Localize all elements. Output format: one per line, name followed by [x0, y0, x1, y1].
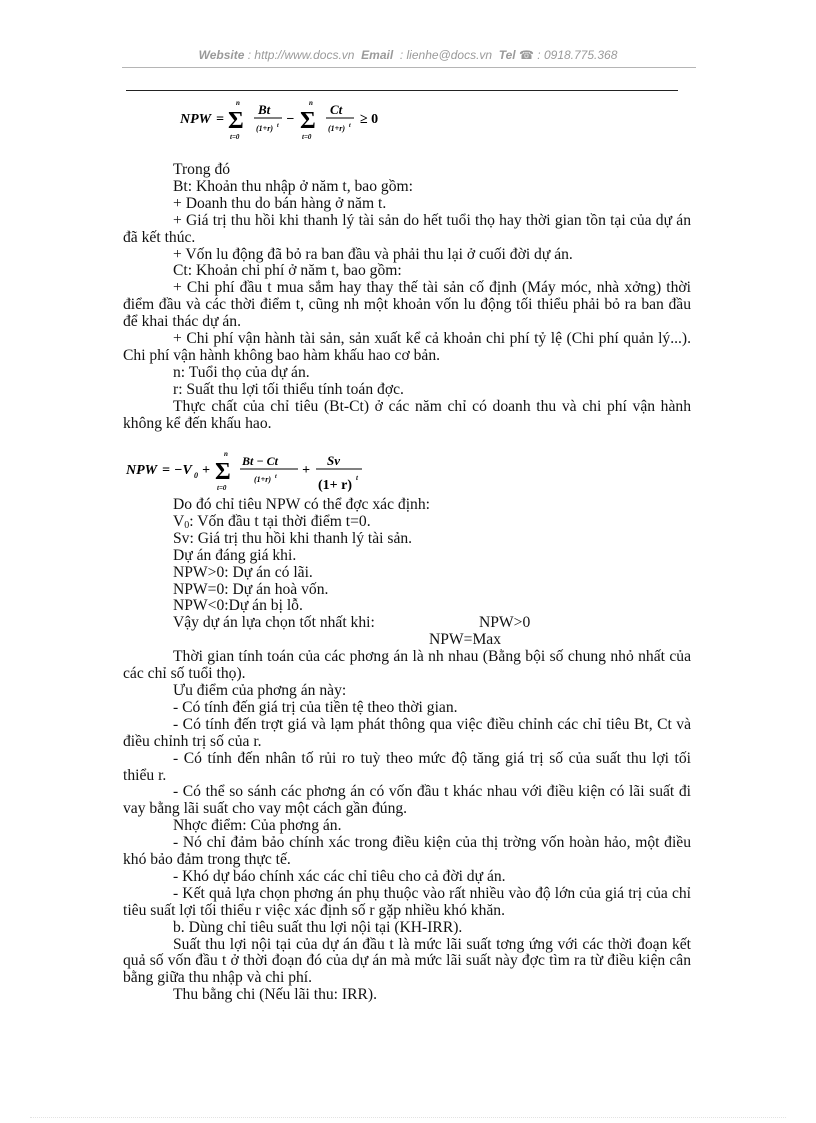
para: Ưu điểm của phơng án này:: [173, 681, 347, 699]
para: - Khó dự báo chính xác các chỉ tiêu cho cả đời dự án.: [173, 867, 506, 885]
f2-v0: −V: [174, 463, 192, 478]
para: b. Dùng chỉ tiêu suất thu lợi nội tại (KH-IRR).: [173, 918, 463, 936]
svg-text:=: =: [216, 112, 224, 127]
f1-sum2-bottom: t=0: [302, 133, 312, 141]
header-divider: [122, 67, 696, 68]
tel-value: : 0918.775.368: [537, 48, 618, 62]
content-divider: [126, 90, 678, 91]
para: - Có tính đến trợt giá và lạm phát thông qua việc điều chỉnh các chỉ tiêu Bt, Ct và điều chỉnh trị số của r.: [123, 715, 691, 750]
f1-num2: Ct: [330, 102, 343, 117]
f2-sv-den: (1+ r): [318, 478, 353, 493]
page-bottom-border: [30, 1117, 786, 1118]
f1-den2-exp: t: [349, 123, 351, 129]
para: n: Tuổi thọ của dự án.: [173, 363, 310, 381]
npw-formula-1: [176, 96, 406, 142]
para: NPW<0:Dự án bị lỗ.: [173, 597, 303, 615]
sigma-symbol-3: Σ: [215, 459, 231, 485]
para: [123, 615, 691, 632]
svg-text:+: +: [302, 463, 310, 478]
npw-formula-2: [122, 446, 382, 498]
tel-label: Tel: [498, 48, 516, 62]
f2-den: (1+r): [254, 475, 271, 484]
svg-text:−: −: [286, 112, 295, 127]
f2-num: Bt − Ct: [242, 454, 278, 468]
svg-text:+: +: [202, 463, 210, 478]
f1-sum1-top: n: [236, 99, 240, 107]
f1-den2: (1+r): [328, 124, 345, 133]
para: Trong đó: [173, 161, 231, 178]
phone-icon: ☎: [519, 48, 534, 62]
sigma-symbol-1: Σ: [228, 108, 244, 134]
sigma-symbol-2: Σ: [300, 108, 316, 134]
f2-den-exp: t: [275, 474, 277, 480]
f1-den1-exp: t: [277, 123, 279, 129]
f1-num1: Bt: [258, 102, 271, 117]
f1-sum1-bottom: t=0: [230, 133, 240, 141]
f2-sv-num: Sv: [327, 453, 340, 468]
page-header: [120, 48, 696, 62]
para: r: Suất thu lợi tối thiểu tính toán đợc.: [173, 380, 404, 398]
para: NPW=0: Dự án hoà vốn.: [173, 580, 329, 598]
para: Thu bằng chi (Nếu lãi thu: IRR).: [173, 986, 377, 1004]
website-label: Website: [198, 48, 245, 62]
para: Suất thu lợi nội tại của dự án đầu t là mức lãi suất tơng ứng với các thời đoạn kết quả số vốn đầu t ở thời đoạn đó của dự án mà mức lãi suất này đợc tìm ra từ điều kiện cân bằng giữa thu nhập và chi phí.: [123, 935, 691, 987]
f2-v0-sub: 0: [194, 471, 198, 480]
para: Dự án đáng giá khi.: [173, 546, 297, 564]
best-choice-cond2: NPW=Max: [429, 631, 502, 649]
para: - Có thể so sánh các phơng án có vốn đầu t khác nhau với điều kiện có lãi suất đi vay bằng lãi suất cho vay một cách gần đúng.: [123, 783, 691, 818]
para: Nhợc điểm: Của phơng án.: [173, 817, 342, 835]
f2-sv-exp: t: [356, 474, 358, 482]
para: [123, 632, 691, 649]
para: NPW>0: Dự án có lãi.: [173, 563, 313, 581]
f1-sum2-top: n: [309, 99, 313, 107]
f1-rhs: ≥ 0: [360, 112, 379, 127]
f2-sum-bottom: t=0: [217, 484, 227, 492]
f2-lhs: NPW: [126, 463, 158, 478]
para: Sv: Giá trị thu hồi khi thanh lý tài sản.: [173, 529, 413, 547]
para: [123, 514, 691, 531]
f1-den1: (1+r): [256, 124, 273, 133]
para: Bt: Khoản thu nhập ở năm t, bao gồm:: [173, 177, 413, 195]
email-label: Email: [361, 48, 394, 62]
body-block-1: [123, 162, 691, 433]
para: - Có tính đến giá trị của tiền tệ theo thời gian.: [173, 698, 458, 716]
para: - Có tính đến nhân tố rủi ro tuỳ theo mức độ tăng giá trị số của suất thu lợi tối thiểu r.: [123, 749, 691, 784]
v0-symbol: V: [173, 512, 185, 530]
best-choice-label: Vậy dự án lựa chọn tốt nhất khi:: [173, 614, 375, 632]
para: - Nó chỉ đảm bảo chính xác trong điều kiện của thị trờng vốn hoàn hảo, một điều khó bảo đảm trong thực tế.: [123, 834, 691, 869]
para: Thời gian tính toán của các phơng án là nh nhau (Bằng bội số chung nhỏ nhất của các chỉ số tuổi thọ).: [123, 648, 691, 683]
para: + Chi phí đầu t mua sắm hay thay thế tài sản cố định (Máy móc, nhà xởng) thời điểm đầu và các thời điểm t, cũng nh một khoản vốn lu động tối thiểu phải bỏ ra ban đầu để khai thác dự án.: [123, 279, 691, 331]
para: + Doanh thu do bán hàng ở năm t.: [173, 194, 387, 212]
para: + Vốn lu động đã bỏ ra ban đầu và phải thu lại ở cuối đời dự án.: [173, 245, 573, 263]
website-url[interactable]: : http://www.docs.vn: [247, 48, 355, 62]
v0-subscript: 0: [184, 519, 190, 531]
f1-lhs: NPW: [180, 112, 212, 127]
best-choice-cond1: NPW>0: [479, 614, 531, 632]
para: Ct: Khoản chi phí ở năm t, bao gồm:: [173, 262, 402, 280]
para: - Kết quả lựa chọn phơng án phụ thuộc vào rất nhiều vào độ lớn của giá trị của chỉ tiêu suất lợi tối thiểu r việc xác định số r gặp nhiều khó khăn.: [123, 884, 691, 919]
f2-sum-top: n: [224, 450, 228, 458]
para: Thực chất của chỉ tiêu (Bt-Ct) ở các năm chỉ có doanh thu và chi phí vận hành không kể đến khấu hao.: [123, 397, 691, 432]
email-value[interactable]: : lienhe@docs.vn: [399, 48, 493, 62]
v0-desc: : Vốn đầu t tại thời điểm t=0.: [189, 512, 371, 530]
para: + Giá trị thu hồi khi thanh lý tài sản do hết tuổi thọ hay thời gian tồn tại của dự án đã kết thúc.: [123, 211, 691, 246]
para: + Chi phí vận hành tài sản, sản xuất kể cả khoản chi phí tỷ lệ (Chi phí quản lý...). Chi phí vận hành không bao hàm khấu hao cơ bản.: [123, 330, 691, 364]
svg-text:=: =: [162, 463, 170, 478]
para: Do đó chỉ tiêu NPW có thể đợc xác định:: [173, 496, 430, 513]
body-block-2: [123, 497, 691, 1004]
